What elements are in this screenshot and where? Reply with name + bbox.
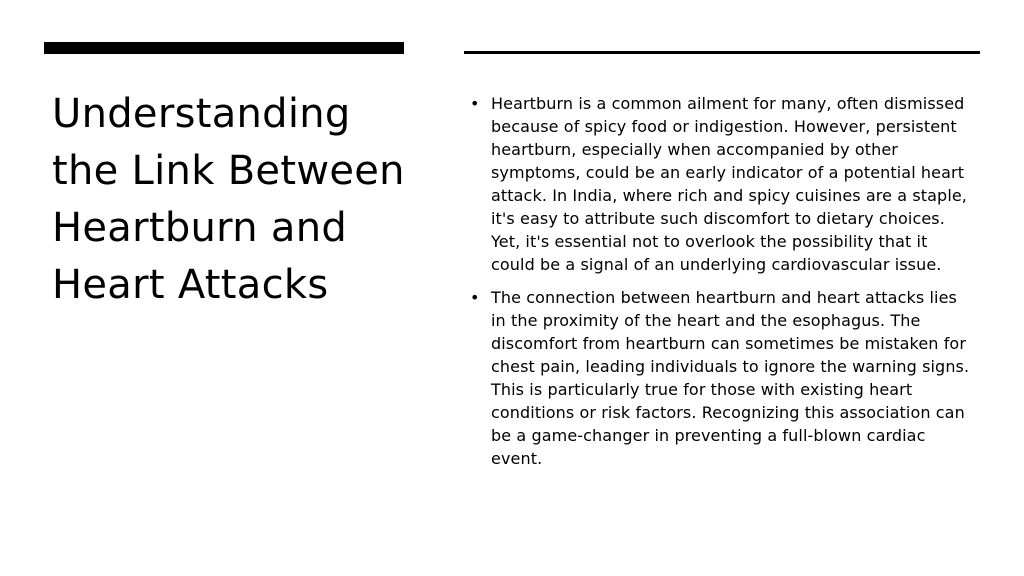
bullet-item bbox=[470, 92, 976, 276]
bullet-text: The connection between heartburn and heart attacks lies in the proximity of the heart and the esophagus. The discomfort from heartburn can sometimes be mistaken for chest pain, leading individuals to ignore the warning signs. This is particularly true for those with existing heart conditions or risk factors. Recognizing this association can be a game-changer in preventing a full-blown cardiac event. bbox=[491, 288, 970, 468]
bullet-item bbox=[470, 286, 976, 470]
slide-title: Understanding the Link Between Heartburn and Heart Attacks bbox=[52, 91, 405, 308]
bullet-list bbox=[470, 92, 976, 480]
title-accent-bar bbox=[44, 42, 404, 54]
bullet-text: Heartburn is a common ailment for many, often dismissed because of spicy food or indigestion. However, persistent heartburn, especially when accompanied by other symptoms, could be an early indicator of a potential heart attack. In India, where rich and spicy cuisines are a staple, it's easy to attribute such discomfort to dietary choices. Yet, it's essential not to overlook the possibility that it could be a signal of an underlying cardiovascular issue. bbox=[491, 94, 967, 274]
bullet-dot-icon: • bbox=[470, 288, 480, 307]
bullet-dot-icon: • bbox=[470, 94, 480, 113]
content-divider-line bbox=[464, 51, 980, 54]
